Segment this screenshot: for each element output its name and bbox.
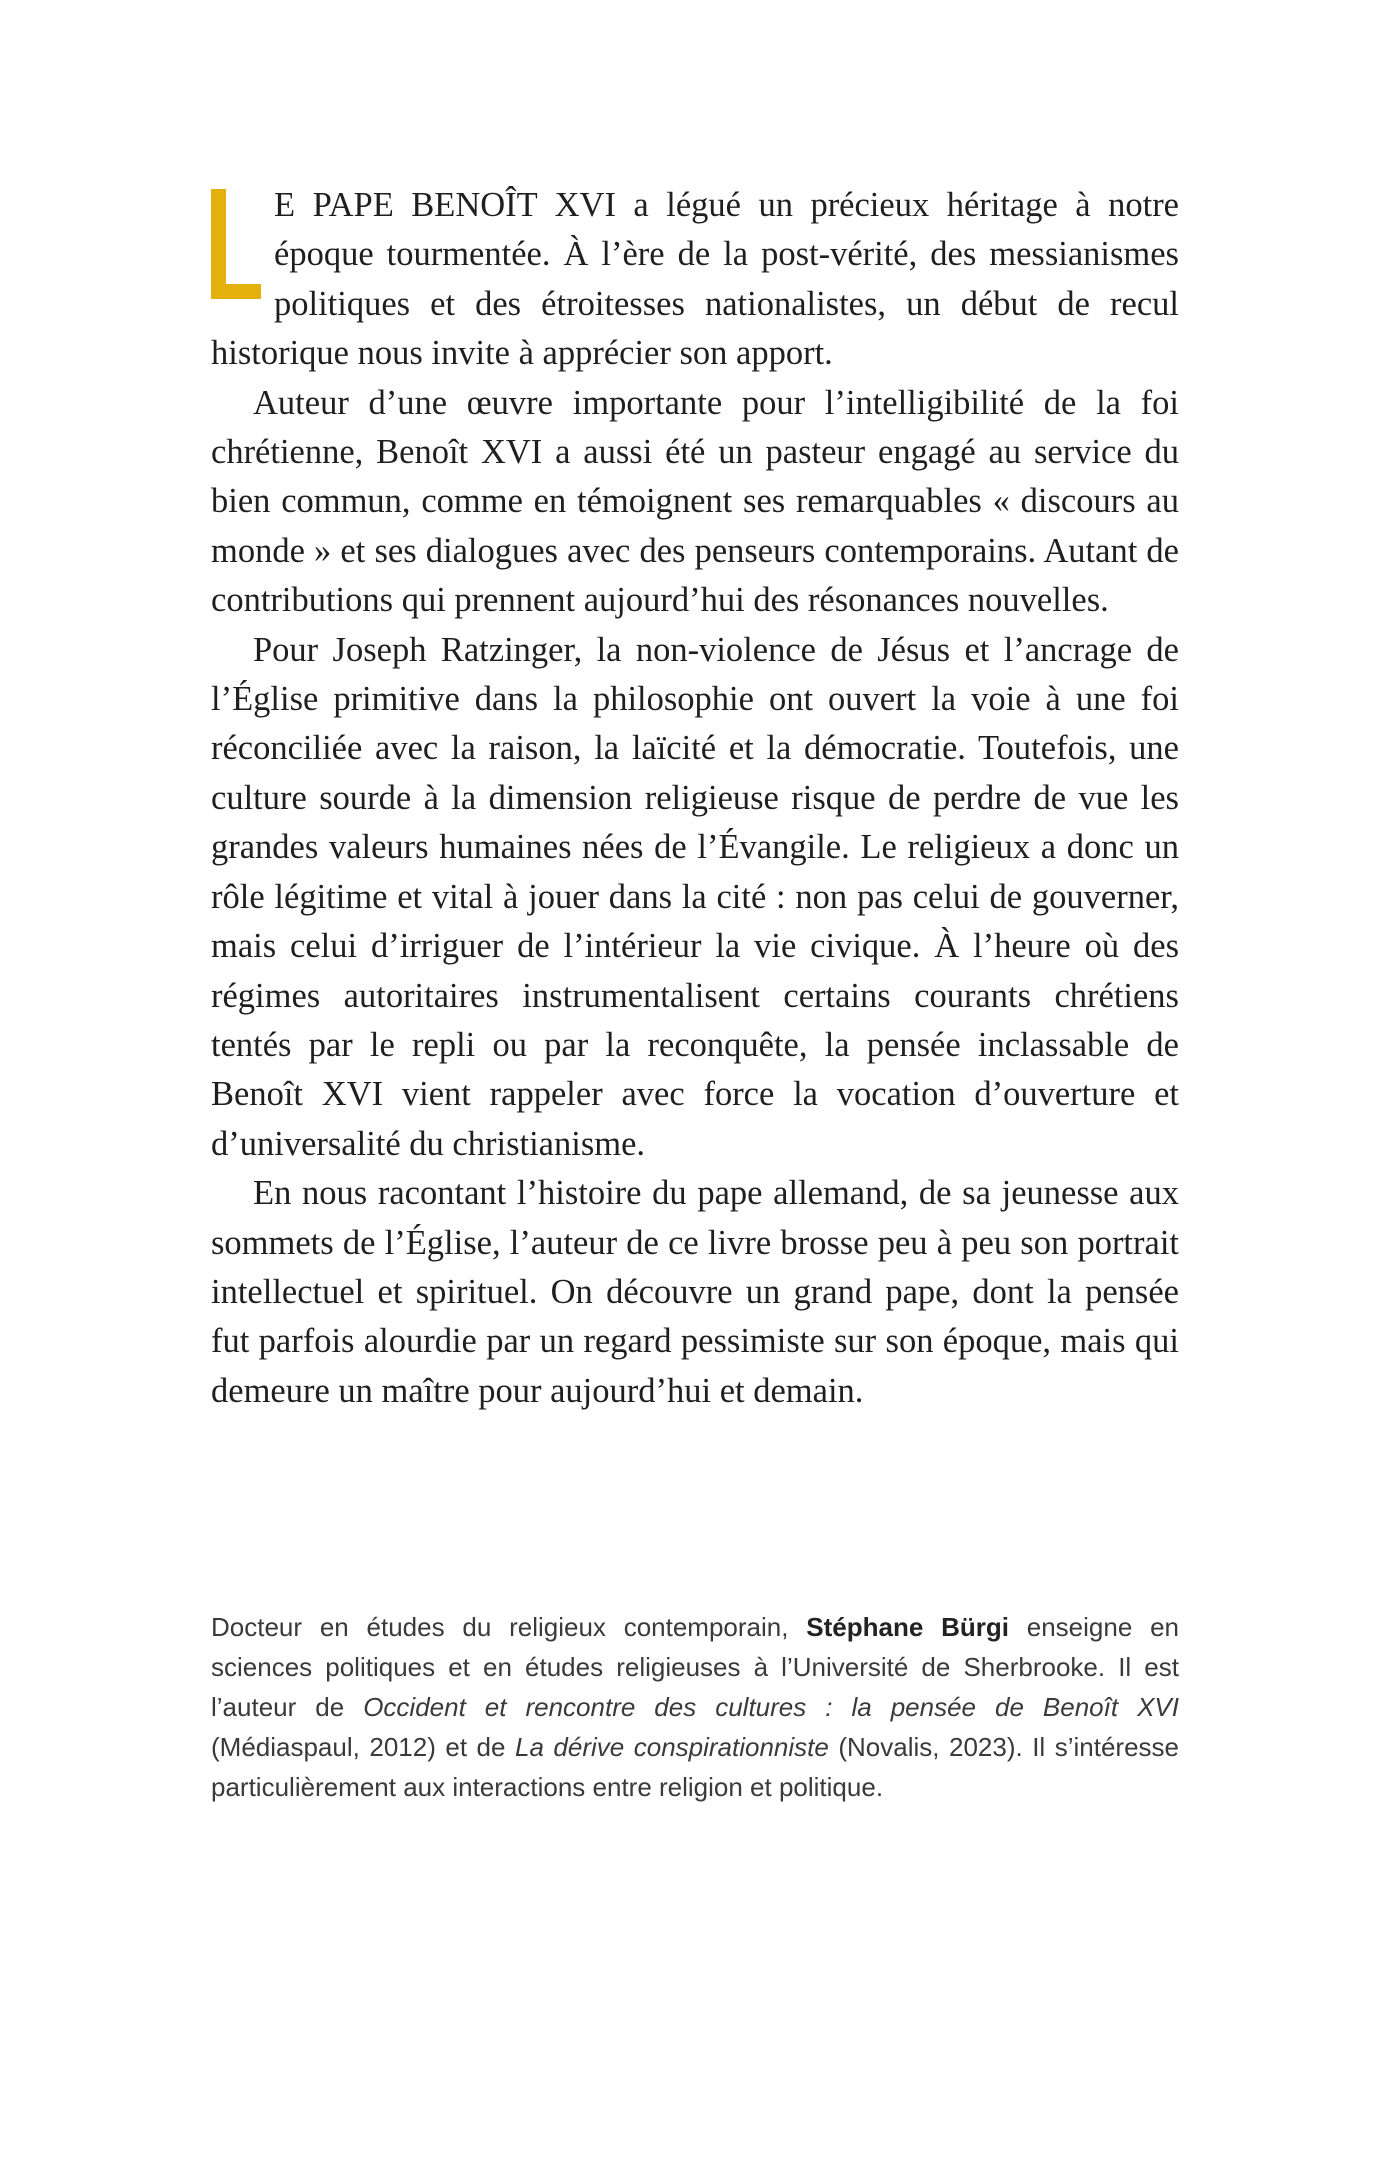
bio-part-3: (Novalis, 2023). Il s’intéresse particulièrement aux interactions entre religion et politique. (211, 1732, 1179, 1802)
book-title-1: Occident et rencontre des cultures : la pensée de Benoît XVI (363, 1692, 1179, 1722)
bio-part-1: enseigne en sciences politiques et en études religieuses à l’Université de Sherbrooke. Il est l’auteur de (211, 1612, 1180, 1722)
author-name: Stéphane Bürgi (806, 1612, 1009, 1642)
bio-intro: Docteur en études du religieux contemporain, (211, 1612, 807, 1642)
bio-part-2: (Médiaspaul, 2012) et de (211, 1732, 515, 1762)
book-title-2: La dérive conspirationniste (514, 1732, 829, 1762)
dropcap-l (211, 189, 261, 299)
blurb-text (211, 181, 1179, 1416)
paragraph-1-text: E PAPE BENOÎT XVI a légué un précieux héritage à notre époque tourmentée. À l’ère de la post-vérité, des messianismes politiques et des étroitesses nationalistes, un début de recul historique nous invite à apprécier son apport. (211, 186, 1179, 373)
paragraph-3: Pour Joseph Ratzinger, la non-violence de Jésus et l’ancrage de l’Église primitive dans la philosophie ont ouvert la voie à une foi réconciliée avec la raison, la laïcité et la démocratie. Toutefois, une culture sourde à la dimension religieuse risque de perdre de vue les grandes valeurs humaines nées de l’Évangile. Le religieux a donc un rôle légitime et vital à jouer dans la cité : non pas celui de gouverner, mais celui d’irriguer de l’intérieur la vie civique. À l’heure où des régimes autoritaires instrumentalisent certains courants chrétiens tentés par le repli ou par la reconquête, la pensée inclassable de Benoît XVI vient rappeler avec force la vocation d’ouverture et d’universalité du christianisme. (211, 630, 1179, 1163)
dropcap-horizontal-stroke (211, 284, 261, 299)
author-bio (211, 1607, 1179, 1807)
paragraph-1 (211, 181, 1179, 379)
paragraph-2: Auteur d’une œuvre importante pour l’intelligibilité de la foi chrétienne, Benoît XVI a aussi été un pasteur engagé au service du bien commun, comme en témoignent ses remarquables « discours au monde » et ses dialogues avec des penseurs contemporains. Autant de contributions qui prennent aujourd’hui des résonances nouvelles. (211, 383, 1179, 620)
paragraph-4: En nous racontant l’histoire du pape allemand, de sa jeunesse aux sommets de l’Église, l’auteur de ce livre brosse peu à peu son portrait intellectuel et spirituel. On découvre un grand pape, dont la pensée fut parfois alourdie par un regard pessimiste sur son époque, mais qui demeure un maître pour aujourd’hui et demain. (211, 1174, 1179, 1410)
author-bio-paragraph (211, 1607, 1179, 1807)
dropcap-vertical-stroke (211, 189, 226, 299)
